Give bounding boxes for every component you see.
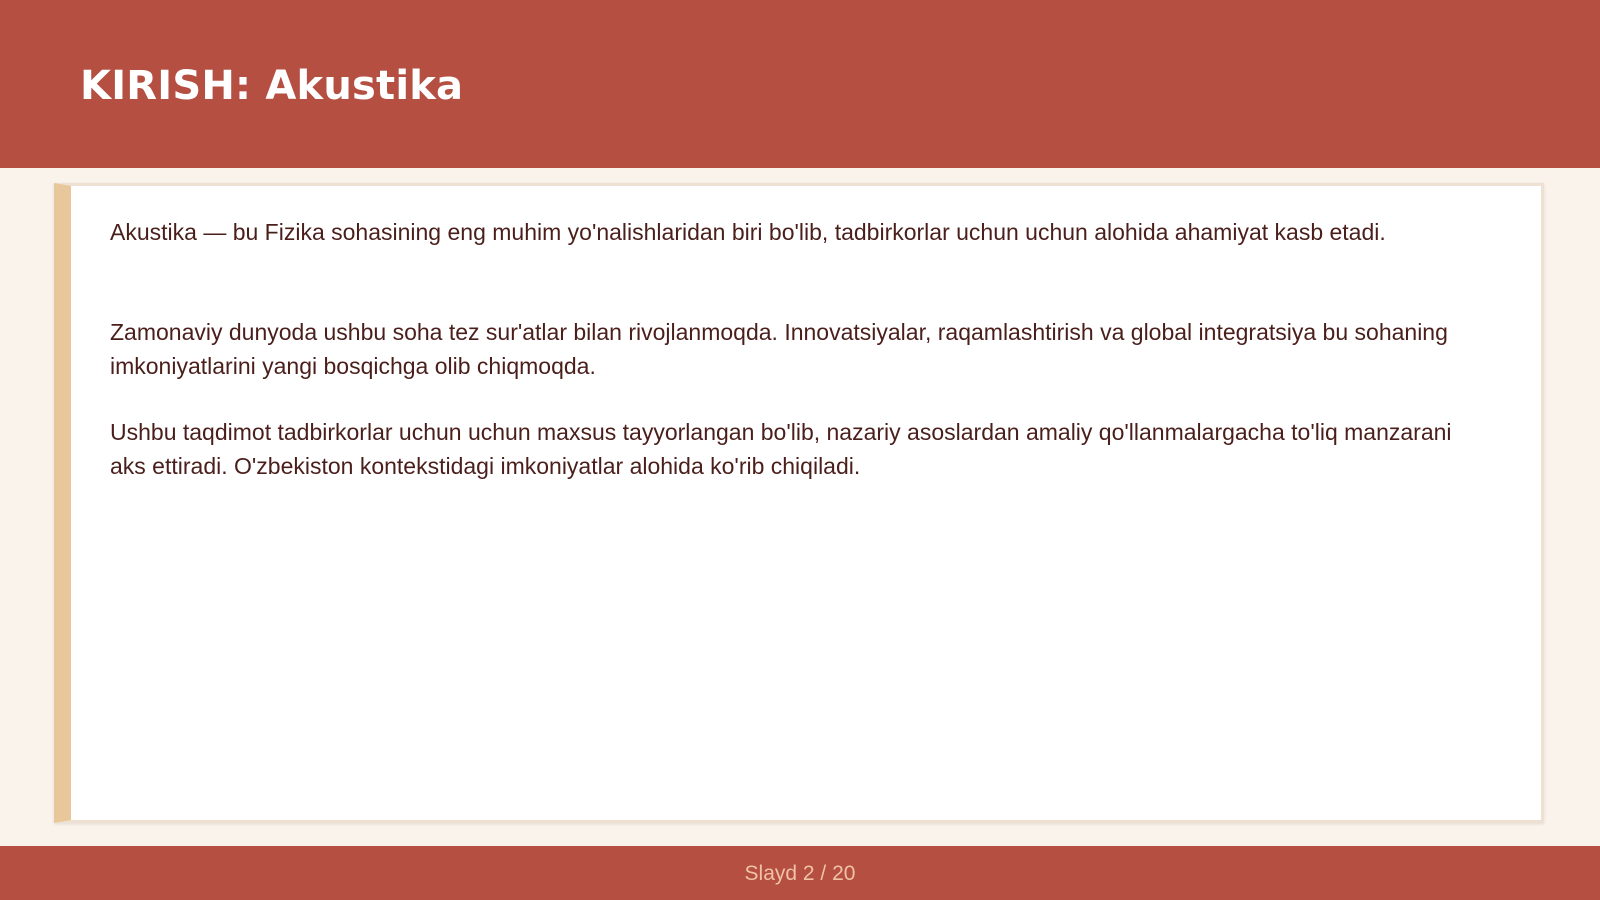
slide-title: KIRISH: Akustika	[80, 63, 464, 109]
content-card	[54, 183, 1544, 823]
slide-counter: Slayd 2 / 20	[744, 862, 856, 885]
slide-footer	[0, 846, 1600, 900]
intro-paragraph-1: Akustika — bu Fizika sohasining eng muhim yo'nalishlaridan biri bo'lib, tadbirkorlar uchun uchun alohida ahamiyat kasb etadi.	[110, 219, 1386, 245]
intro-paragraph-3: Ushbu taqdimot tadbirkorlar uchun uchun maxsus tayyorlangan bo'lib, nazariy asoslardan amaliy qo'llanmalargacha to'liq manzarani aks ettiradi. O'zbekiston kontekstidagi imkoniyatlar alohida ko'rib chiqiladi.	[110, 419, 1452, 479]
intro-paragraph-2: Zamonaviy dunyoda ushbu soha tez sur'atlar bilan rivojlanmoqda. Innovatsiyalar, raqamlashtirish va global integratsiya bu sohaning imkoniyatlarini yangi bosqichga olib chiqmoqda.	[110, 319, 1448, 379]
slide-header	[0, 0, 1600, 168]
